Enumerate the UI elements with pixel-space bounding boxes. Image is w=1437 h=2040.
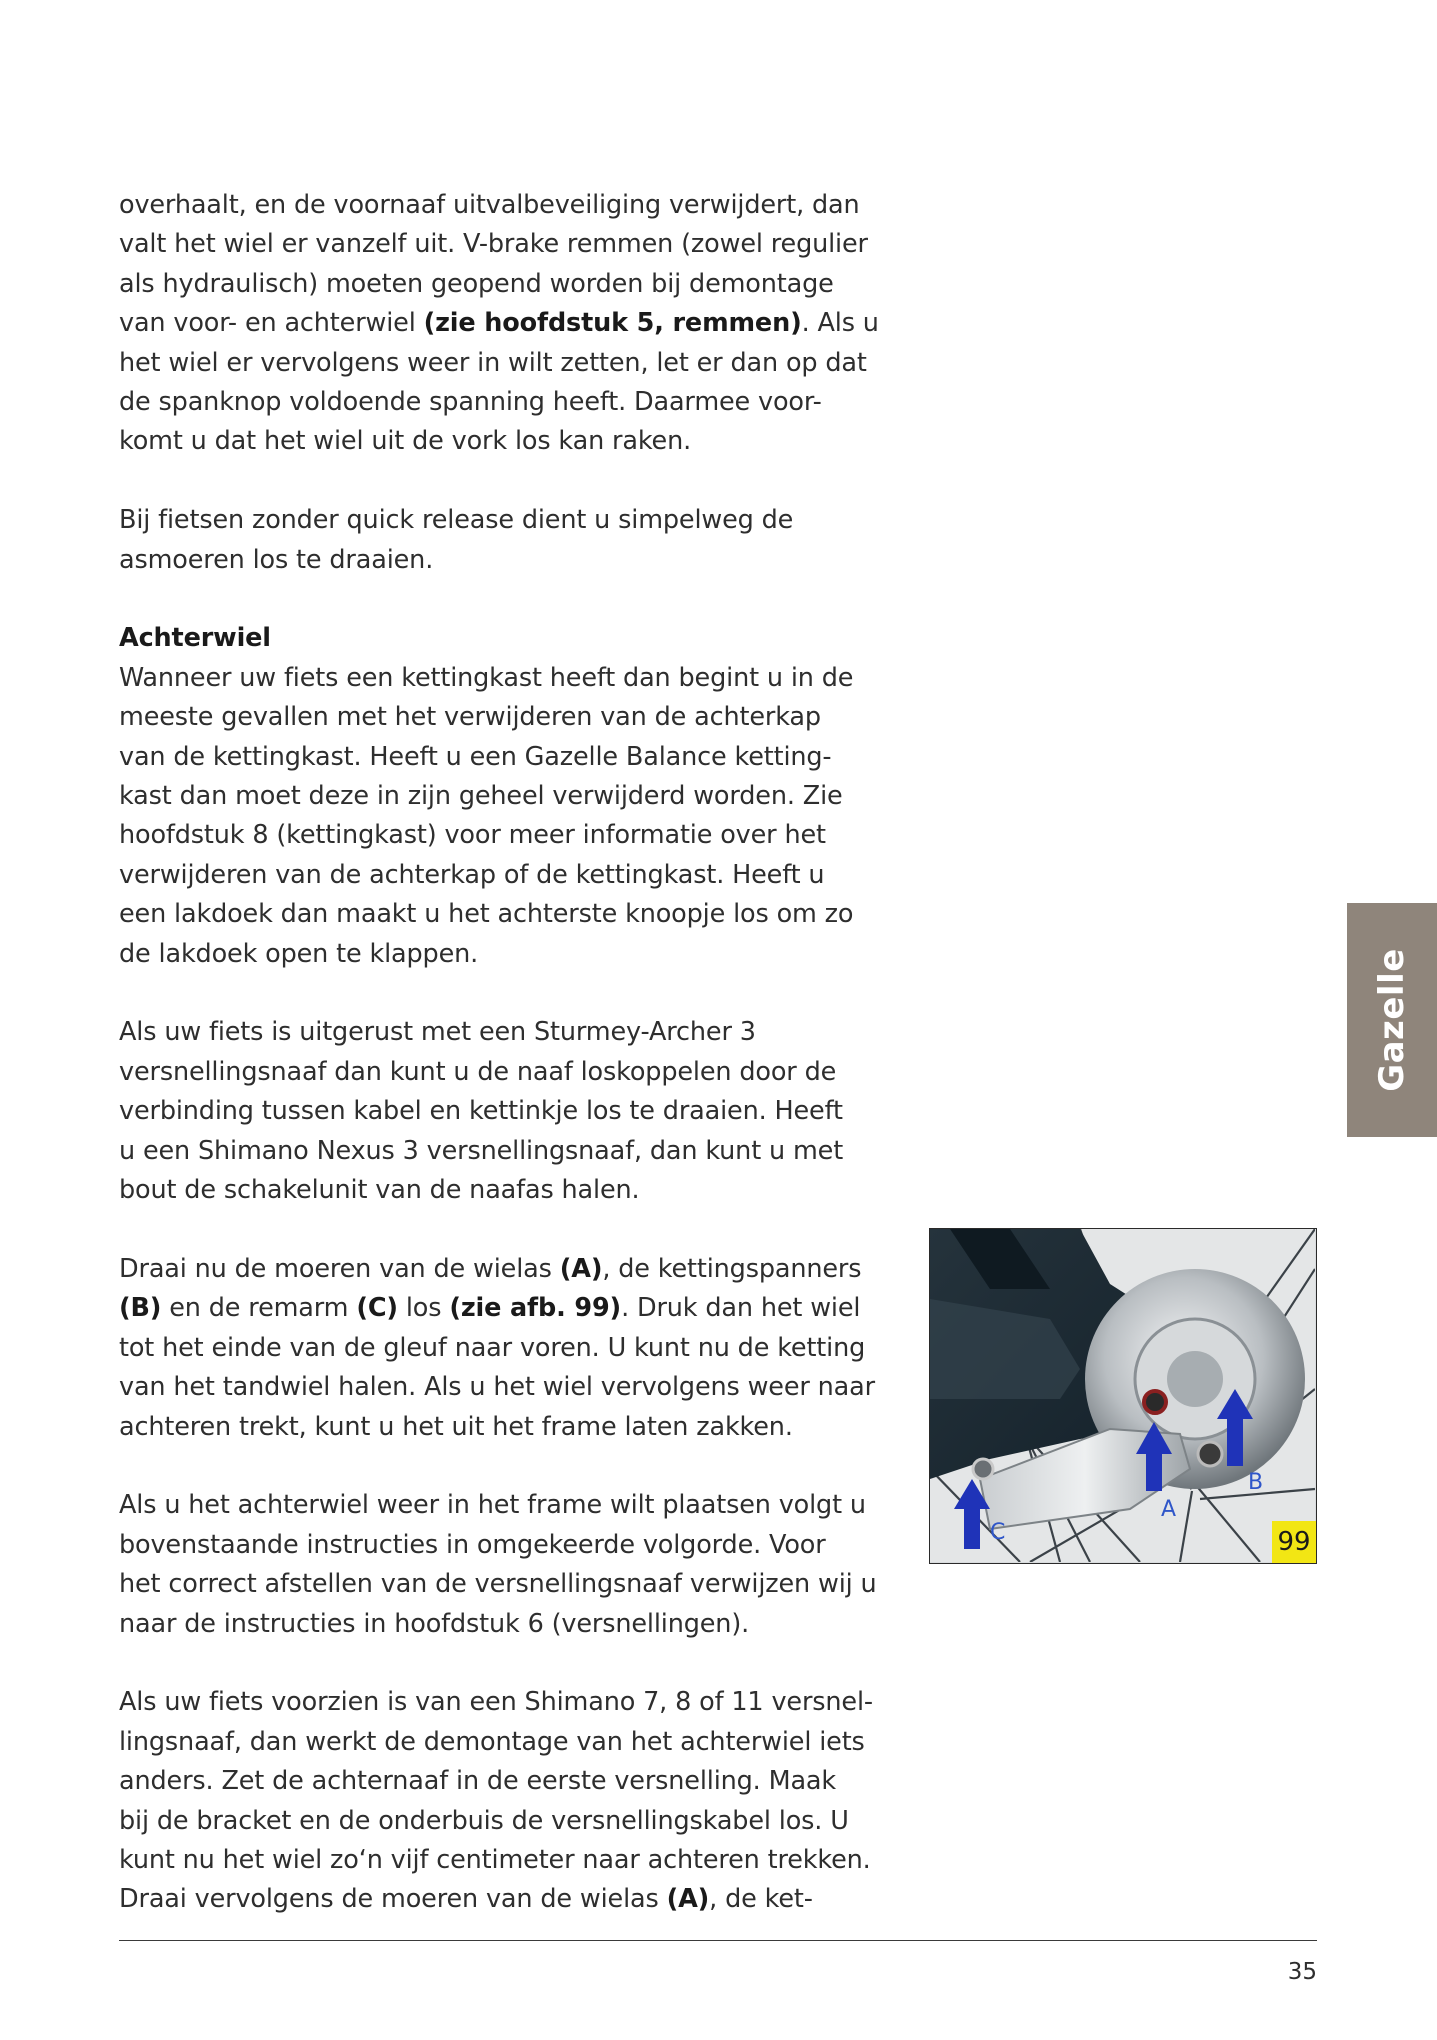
- paragraph-text: Als uw fiets voorzien is van een Shimano 7, 8 of 11 versnel- lingsnaaf, dan werkt de demontage van het achterwiel iets anders. Zet de achternaaf in de eerste versnelling. Maak bij de bracket en de onderbuis de versnellingskabel los. U kunt nu het wiel zo‘n vijf centimeter naar achteren trekken. Draai vervolgens de moeren van de wielas: [119, 1687, 873, 1915]
- paragraph-loosen-nuts: [119, 1250, 889, 1447]
- axle-nut: [1144, 1391, 1166, 1413]
- rear-hub-illustration: [930, 1229, 1315, 1562]
- bold-reference: (zie afb. 99): [449, 1293, 622, 1324]
- bold-reference: (B): [119, 1293, 162, 1324]
- brake-arm-nut: [973, 1459, 993, 1479]
- paragraph-front-wheel-removal: [119, 186, 889, 462]
- paragraph-reinstall: Als u het achterwiel weer in het frame wilt plaatsen volgt u bovenstaande instructies in omgekeerde volgorde. Voor het correct afstellen van de versnellingsnaaf verwijzen wij u naar de instructies in hoofdstuk 6 (versnellingen).: [119, 1490, 877, 1639]
- brand-side-tab: [1347, 903, 1437, 1137]
- body-text: [119, 186, 889, 1920]
- paragraph-text: overhaalt, en de voornaaf uitvalbeveiliging verwijdert, dan valt het wiel er vanzelf uit. V-brake remmen (zowel regulier als hydraulisch) moeten geopend worden bij demontage van voor- en achterwiel: [119, 190, 868, 339]
- paragraph-shimano-hub: [119, 1683, 889, 1919]
- figure-99-rear-hub-photo: [929, 1228, 1317, 1564]
- paragraph-text: los: [397, 1293, 450, 1324]
- bold-reference: (zie hoofdstuk 5, remmen): [423, 308, 802, 339]
- paragraph-text: Draai nu de moeren van de wielas: [119, 1253, 560, 1284]
- footer-divider: [119, 1940, 1317, 1941]
- paragraph-chain-case: Wanneer uw fiets een kettingkast heeft dan begint u in de meeste gevallen met het verwijderen van de achterkap van de kettingkast. Heeft u een Gazelle Balance ketting- kast dan moet deze in zijn geheel verwijderd worden. Zie hoofdstuk 8 (kettingkast) voor meer informatie over het verwijderen van de achterkap of de kettingkast. Heeft u een lakdoek dan maakt u het achterste knoopje los om zo de lakdoek open te klappen.: [119, 662, 854, 969]
- figure-number-badge: 99: [1272, 1521, 1316, 1563]
- figure-label-c: C: [990, 1520, 1006, 1545]
- paragraph-text: , de kettingspanners: [602, 1253, 862, 1284]
- paragraph-text: , de ket-: [709, 1884, 813, 1915]
- figure-label-b: B: [1248, 1470, 1264, 1495]
- tensioner-nut: [1198, 1442, 1222, 1466]
- figure-label-a: A: [1161, 1497, 1177, 1522]
- bold-reference: (C): [356, 1293, 398, 1324]
- bold-reference: (A): [559, 1253, 603, 1284]
- bold-reference: (A): [666, 1884, 710, 1915]
- paragraph-text: . Als u het wiel er vervolgens weer in wilt zetten, let er dan op dat de spanknop voldoende spanning heeft. Daarmee voor- komt u dat het wiel uit de vork los kan raken.: [119, 308, 879, 457]
- section-heading: Achterwiel: [119, 623, 271, 654]
- paragraph-gear-hub: Als uw fiets is uitgerust met een Sturmey-Archer 3 versnellingsnaaf dan kunt u de naaf loskoppelen door de verbinding tussen kabel en kettinkje los te draaien. Heeft u een Shimano Nexus 3 versnellingsnaaf, dan kunt u met bout de schakelunit van de naafas halen.: [119, 1017, 844, 1206]
- paragraph-no-quick-release: Bij fietsen zonder quick release dient u simpelweg de asmoeren los te draaien.: [119, 505, 794, 575]
- paragraph-text: . Druk dan het wiel tot het einde van de gleuf naar voren. U kunt nu de ketting van het tandwiel halen. Als u het wiel vervolgens weer naar achteren trekt, kunt u het uit het frame laten zakken.: [119, 1293, 875, 1442]
- brand-tab-label: Gazelle: [1372, 948, 1413, 1092]
- page-number: 35: [1287, 1959, 1317, 1985]
- paragraph-text: en de remarm: [161, 1293, 357, 1324]
